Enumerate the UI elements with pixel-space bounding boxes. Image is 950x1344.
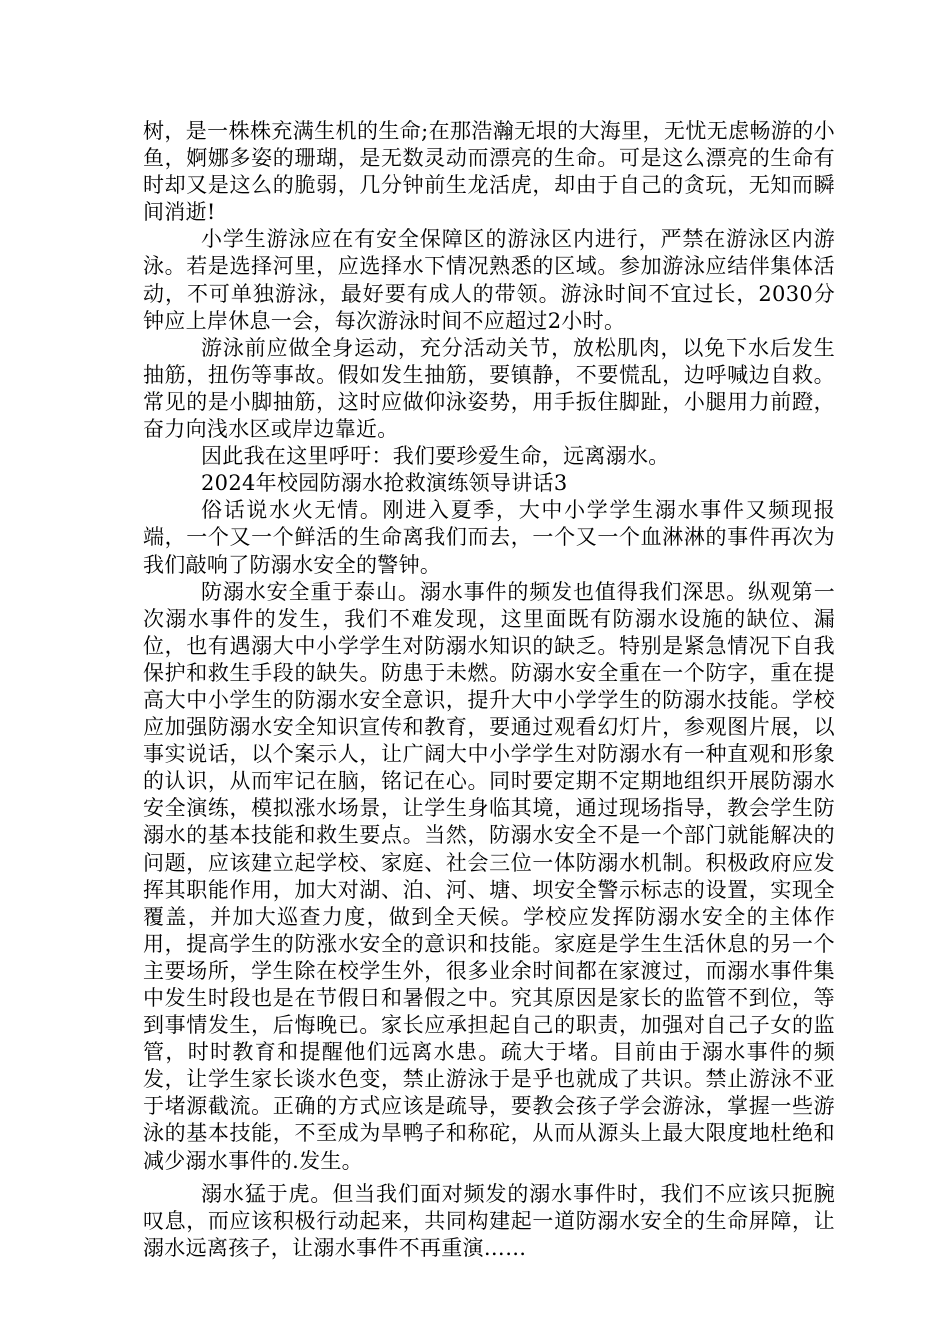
paragraph: 俗话说水火无情。刚进入夏季，大中小学学生溺水事件又频现报端，一个又一个鲜活的生命离我们而去，一个又一个血淋淋的事件再次为我们敲响了防溺水安全的警钟。 xyxy=(143,498,835,577)
section-heading: 2024年校园防溺水抢救演练领导讲话3 xyxy=(201,471,568,496)
paragraph: 因此我在这里呼吁：我们要珍爱生命，远离溺水。 xyxy=(201,444,670,469)
paragraph: 溺水猛于虎。但当我们面对频发的溺水事件时，我们不应该只扼腕叹息，而应该积极行动起来，共同构建起一道防溺水安全的生命屏障，让溺水远离孩子，让溺水事件不再重演…… xyxy=(143,1181,835,1260)
paragraph-continued: 树，是一株株充满生机的生命;在那浩瀚无垠的大海里，无忧无虑畅游的小鱼，婀娜多姿的珊瑚，是无数灵动而漂亮的生命。可是这么漂亮的生命有时却又是这么的脆弱，几分钟前生龙活虎，却由于自己的贪玩，无知而瞬间消逝! xyxy=(143,119,835,225)
paragraph: 防溺水安全重于泰山。溺水事件的频发也值得我们深思。纵观第一次溺水事件的发生，我们不难发现，这里面既有防溺水设施的缺位、漏位，也有遇溺大中小学学生对防溺水知识的缺乏。特别是紧急情况下自我保护和救生手段的缺失。防患于未燃。防溺水安全重在一个防字，重在提高大中小学生的防溺水安全意识，提升大中小学学生的防溺水技能。学校应加强防溺水安全知识宣传和教育，要通过观看幻灯片，参观图片展，以事实说话，以个案示人，让广阔大中小学学生对防溺水有一种直观和形象的认识，从而牢记在脑，铭记在心。同时要定期不定期地组织开展防溺水安全演练，模拟涨水场景，让学生身临其境，通过现场指导，教会学生防溺水的基本技能和救生要点。当然，防溺水安全不是一个部门就能解决的问题，应该建立起学校、家庭、社会三位一体防溺水机制。积极政府应发挥其职能作用，加大对湖、泊、河、塘、坝安全警示标志的设置，实现全覆盖，并加大巡查力度，做到全天候。学校应发挥防溺水安全的主体作用，提高学生的防涨水安全的意识和技能。家庭是学生生活休息的另一个主要场所，学生除在校学生外，很多业余时间都在家渡过，而溺水事件集中发生时段也是在节假日和暑假之中。究其原因是家长的监管不到位，等到事情发生，后悔晚已。家长应承担起自己的职责，加强对自己子女的监管，时时教育和提醒他们远离水患。疏大于堵。目前由于溺水事件的频发，让学生家长谈水色变，禁止游泳于是乎也就成了共识。禁止游泳不亚于堵源截流。正确的方式应该是疏导，要教会孩子学会游泳，掌握一些游泳的基本技能，不至成为旱鸭子和称砣，从而从源头上最大限度地杜绝和减少溺水事件的.发生。 xyxy=(143,579,835,1173)
document-body xyxy=(143,118,835,1262)
paragraph: 小学生游泳应在有安全保障区的游泳区内进行，严禁在游泳区内游泳。若是选择河里，应选择水下情况熟悉的区域。参加游泳应结伴集体活动，不可单独游泳，最好要有成人的带领。游泳时间不宜过长，2030分钟应上岸休息一会，每次游泳时间不应超过2小时。 xyxy=(143,227,835,333)
paragraph: 游泳前应做全身运动，充分活动关节，放松肌肉，以免下水后发生抽筋，扭伤等事故。假如发生抽筋，要镇静，不要慌乱，边呼喊边自救。常见的是小脚抽筋，这时应做仰泳姿势，用手扳住脚趾，小腿用力前蹬，奋力向浅水区或岸边靠近。 xyxy=(143,335,835,442)
